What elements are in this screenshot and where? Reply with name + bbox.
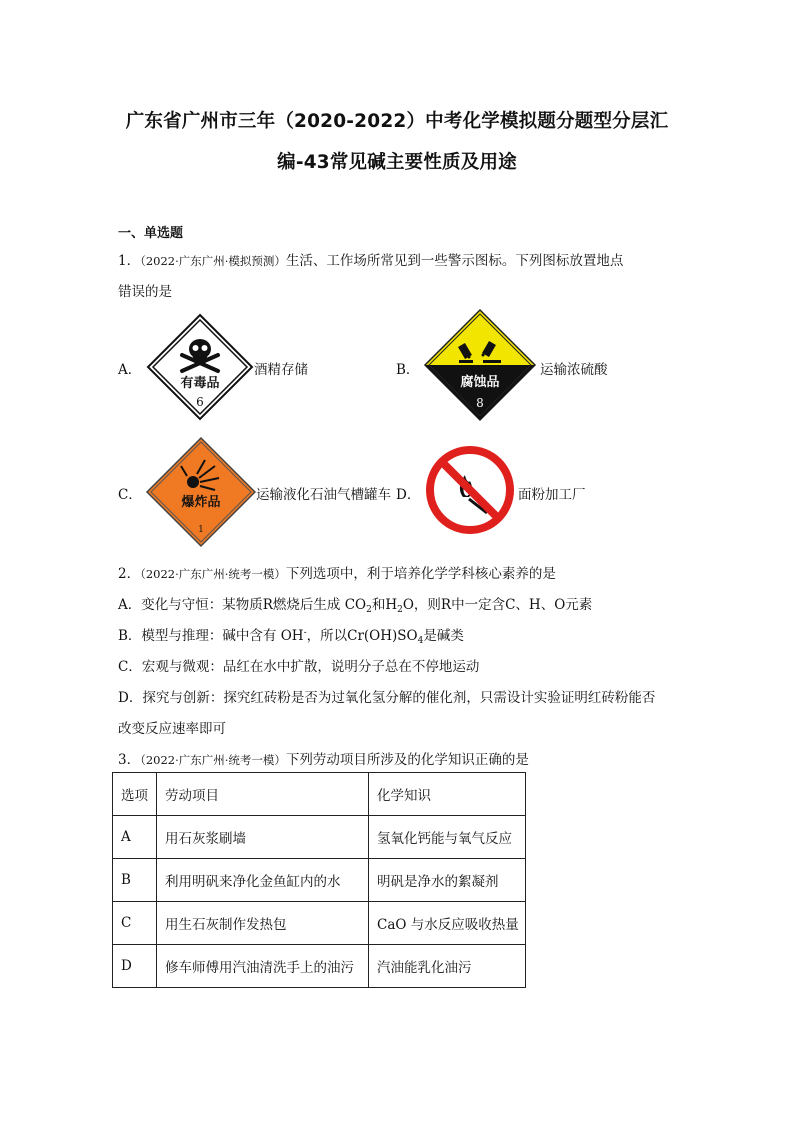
- table-cell: 利用明矾来净化金鱼缸内的水: [157, 859, 369, 902]
- q3-stem: [118, 748, 529, 768]
- q3-number: 3．: [118, 752, 141, 768]
- q1-option-c-text: 运输液化石油气槽罐车: [256, 487, 391, 503]
- no-open-flame-sign-icon: [425, 445, 515, 535]
- q2-text: 下列选项中，利于培养化学学科核心素养的是: [285, 566, 556, 582]
- q2-option-d-continued: 改变反应速率即可: [118, 721, 226, 737]
- toxic-sign-icon: [146, 313, 254, 421]
- table-cell: D: [113, 945, 157, 988]
- table-cell: 用生石灰制作发热包: [157, 902, 369, 945]
- section-heading: 一、单选题: [118, 226, 184, 241]
- q1-stem: [118, 249, 623, 269]
- corrosive-sign-text: 腐蚀品: [460, 375, 500, 390]
- q2-stem: [118, 562, 556, 582]
- explosive-sign-number: 1: [198, 525, 204, 535]
- table-row: [113, 902, 526, 945]
- q1-source: （2022·广东广州·模拟预测）: [140, 254, 286, 268]
- table-cell: 修车师傅用汽油清洗手上的油污: [157, 945, 369, 988]
- table-header-cell: 化学知识: [369, 773, 526, 816]
- q1-option-c-label: C．: [118, 487, 142, 503]
- table-cell: 汽油能乳化油污: [369, 945, 526, 988]
- q1-option-a-label: A．: [118, 362, 142, 378]
- explosive-sign-icon: [145, 436, 257, 548]
- title-line-1: 广东省广州市三年（2020-2022）中考化学模拟题分题型分层汇: [125, 111, 669, 132]
- toxic-sign-text: 有毒品: [180, 376, 220, 391]
- q3-table: [112, 772, 526, 988]
- q1-option-d-label: D．: [396, 487, 421, 503]
- table-header-cell: 选项: [113, 773, 157, 816]
- toxic-sign-number: 6: [196, 395, 204, 409]
- table-header-cell: 劳动项目: [157, 773, 369, 816]
- table-row: [113, 816, 526, 859]
- q3-source: （2022·广东广州·统考一模）: [140, 753, 286, 767]
- table-cell: C: [113, 902, 157, 945]
- q1-text: 生活、工作场所常见到一些警示图标。下列图标放置地点: [285, 253, 624, 269]
- table-cell: B: [113, 859, 157, 902]
- table-cell: A: [113, 816, 157, 859]
- table-row: [113, 859, 526, 902]
- q2-option-d: D．探究与创新：探究红砖粉是否为过氧化氢分解的催化剂，只需设计实验证明红砖粉能否: [118, 690, 656, 706]
- q2-option-a: A．变化与守恒：某物质R燃烧后生成 $CO_2$和$H_2O$，则R中一定含C、H、O元素: [118, 597, 593, 615]
- table-cell: CaO 与水反应吸收热量: [369, 902, 526, 945]
- q2-option-c: C．宏观与微观：品红在水中扩散，说明分子总在不停地运动: [118, 659, 480, 675]
- q1-option-b-label: B．: [396, 362, 420, 378]
- q1-option-b-text: 运输浓硫酸: [540, 362, 608, 378]
- corrosive-sign-icon: [423, 308, 537, 422]
- table-cell: 用石灰浆刷墙: [157, 816, 369, 859]
- q2-option-b: B．模型与推理：碱中含有 OH-，所以$Cr(OH)SO_4$是碱类: [118, 628, 464, 646]
- q1-option-a-text: 酒精存储: [254, 362, 308, 378]
- corrosive-sign-number: 8: [476, 396, 484, 410]
- table-header-row: [113, 773, 526, 816]
- table-row: [113, 945, 526, 988]
- q1-stem-continued: 错误的是: [118, 284, 172, 300]
- explosive-sign-text: 爆炸品: [181, 495, 221, 510]
- table-cell: 明矾是净水的絮凝剂: [369, 859, 526, 902]
- q2-source: （2022·广东广州·统考一模）: [140, 567, 286, 581]
- q3-text: 下列劳动项目所涉及的化学知识正确的是: [285, 752, 529, 768]
- q1-option-d-text: 面粉加工厂: [518, 487, 586, 503]
- title-line-2: 编-43常见碱主要性质及用途: [277, 152, 517, 173]
- q2-number: 2．: [118, 566, 141, 582]
- q1-number: 1．: [118, 253, 141, 269]
- table-cell: 氢氧化钙能与氧气反应: [369, 816, 526, 859]
